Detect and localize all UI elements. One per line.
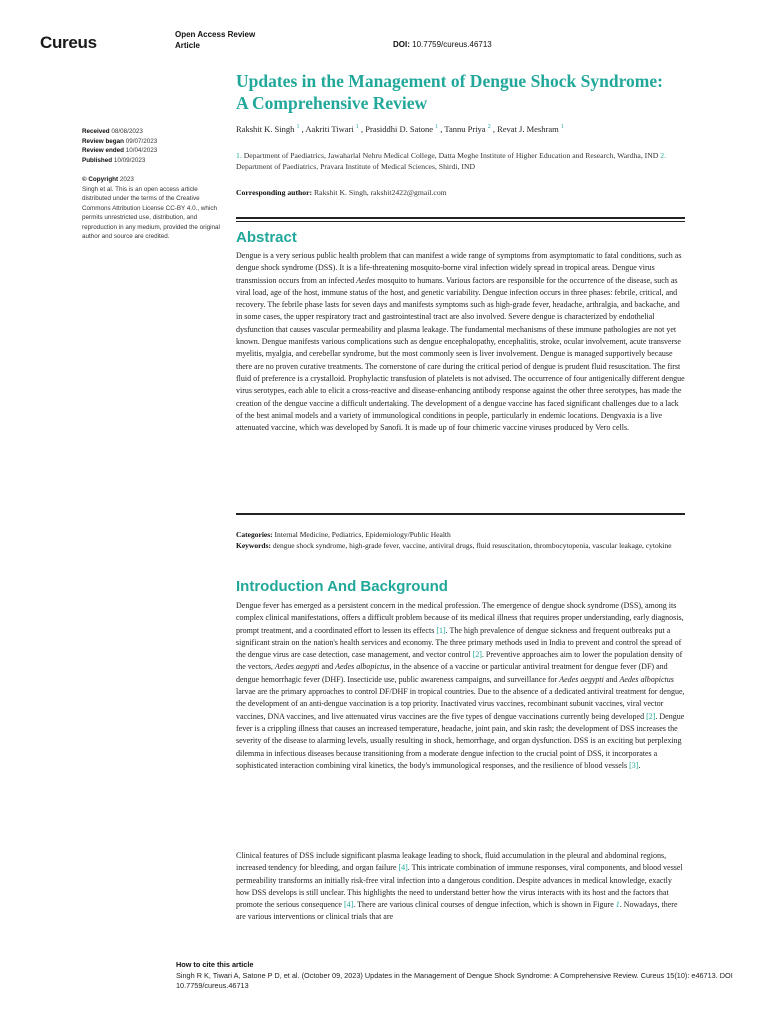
affil-number: 1. (236, 151, 242, 160)
published-label: Published (82, 156, 113, 164)
intro-text: , in the absence of a vaccine or particular antiviral treatment for dengue fever (DF) and dengue hemorrhagic fever (DHF). Insecticide use, public awareness campaigns, and surveillance for (236, 662, 668, 684)
intro-text: Dengue fever has emerged as a persistent concern in the medical profession. The emergence of dengue shock syndrome (DSS), among its complex clinical manifestations, offers a difficult problem because of its medical illness that requires proper understanding, early diagnosis, prompt treatment, and a coordinated effort to lessen its effects (236, 601, 684, 635)
how-to-cite (176, 960, 736, 992)
began-label: Review began (82, 137, 124, 145)
copyright-block (82, 175, 222, 242)
affil-text: Department of Paediatrics, Pravara Institute of Medical Sciences, Shirdi, IND (236, 162, 476, 171)
author-name[interactable]: Aakriti Tiwari (305, 123, 354, 134)
figure-link[interactable]: 1 (615, 900, 620, 910)
corr-label: Corresponding author: (236, 188, 313, 197)
keywords-text: dengue shock syndrome, high-grade fever, vaccine, antiviral drugs, fluid resuscitation, thrombocytopenia, vascular leakage, cytokine (272, 541, 672, 550)
abstract-text-part: mosquito to humans. Various factors are responsible for the occurrence of the disease, such as viral load, age of the host, immune status of the host, and genetic variability. Dengue infection occurs in three phases: febrile, critical, and recovery. The febrile phase lasts for seven days and manifests symptoms such as high-grade fever, headache, arthralgia, and backache, and in some cases, the upper respiratory tract and gastrointestinal tract are also involved. Severe dengue is characterized by endothelial dysfunction that causes vascular permeability and plasma leakage. The fundamental mechanisms of these immune pathologies are not yet known. Dengue manifests various complications such as dengue encephalopathy, encephalitis, stroke, ocular involvement, acute transverse myelitis, myalgia, and cerebellar syndrome, but the most commonly seen is liver involvement. Dengue is managed supportively because there are no proven curative treatments. The cornerstone of care during the critical period of dengue is prudent fluid resuscitation. The first fluid of preference is a crystalloid. Prophylactic transfusion of platelets is not advised. The occurrence of four antigenically different dengue virus serotypes, each able to elicit a cross-reactive and disease-enhancing antibody response against the other three serotypes, has made the creation of the dengue vaccine a difficult undertaking. The development of a dengue vaccine has faced significant challenges due to a lack of the best animal models and a variety of immunological conditions in people, particularly in endemic locations. Dengvaxia is a live attenuated vaccine, which was developed by Sanofi. It is made up of four chimeric vaccine viruses produced by Vero cells. (236, 275, 685, 433)
published-date: 10/09/2023 (113, 156, 146, 164)
intro-text: . Preventive approaches aim to lower the population density of the vectors, (236, 650, 683, 672)
license-text: Singh et al. This is an open access article distributed under the terms of the Creative Commons Attribution License CC-BY 4.0., which permits unrestricted use, distribution, and reproduction in any medium, provided the original author and source are credited. (82, 185, 220, 240)
citation-text: Singh R K, Tiwari A, Satone P D, et al. (October 09, 2023) Updates in the Management of Dengue Shock Syndrome: A Comprehensive Review. Cureus 15(10): e46713. DOI 10.7759/cureus.46713 (176, 970, 733, 990)
citation-link[interactable]: [1] (436, 625, 446, 635)
affil-number: 2. (660, 151, 667, 160)
abstract-text-part: Dengue is a very serious public health problem that can manifest a wide range of symptoms from asymptomatic to fatal conditions, such as dengue shock syndrome (DSS). It is a life-threatening mosquito-borne viral infection widely spread in tropical areas. Dengue virus transmission occurs from an infected (236, 251, 682, 285)
keywords (236, 541, 685, 552)
copyright-label: © Copyright (82, 176, 119, 183)
intro-text: . (638, 760, 641, 770)
copyright-year: 2023 (119, 176, 134, 183)
review-dates (82, 127, 222, 165)
affiliations (236, 150, 686, 172)
author-name[interactable]: Rakshit K. Singh (236, 123, 295, 134)
received-label: Received (82, 128, 110, 135)
citation-link[interactable]: [4] (343, 900, 354, 910)
abstract-text (236, 250, 685, 434)
abstract-bottom-rule (236, 513, 685, 515)
author-name[interactable]: Tannu Priya (444, 123, 486, 134)
intro-text: . Dengue fever is a crippling illness that causes an increased temperature, headache, joint pain, and skin rash; the development of DSS increases the severity of the disease to alarming levels, usually resulting in shock, hemorrhage, and organ dysfunction. DSS is an exciting but perplexing dilemma in infectious diseases because transitioning from a moderate dengue infection to the crucial point of DSS, it incorporates a sophisticated interaction combining viral kinetics, the body's immunological responses, and the resilience of blood vessels (236, 711, 685, 770)
intro-text: . The high prevalence of dengue sickness and frequent outbreaks put a significant strain on the nation's health services and economy. The three primary methods used in India to prevent and control the spread of the dengue virus are case detection, case management, and vector control (236, 625, 682, 660)
species-name: Aedes (356, 275, 376, 285)
citation-link[interactable]: [2] (646, 711, 656, 721)
article-title: Updates in the Management of Dengue Shock Syndrome: A Comprehensive Review (236, 71, 663, 113)
corresponding-author (236, 188, 686, 197)
author-list: Rakshit K. Singh $^1$ , Aakriti Tiwari $^1$ , Prasiddhi D. Satone $^1$ , Tannu Priya $^2$ , Revat J. Meshram $^1$ (236, 123, 564, 134)
citation-link[interactable]: [3] (629, 760, 639, 770)
intro-text: . There are various clinical courses of dengue infection, which is shown in Figure (353, 900, 616, 910)
categories-label: Categories: (236, 530, 273, 539)
author-affil: 1 (355, 124, 359, 130)
abstract-heading: Abstract (236, 229, 297, 246)
journal-logo: Cureus (40, 33, 97, 52)
ended-date: 10/04/2023 (125, 147, 158, 154)
author-affil: 2 (487, 124, 491, 130)
intro-paragraph-2 (236, 850, 685, 924)
abstract-top-rule-thin (236, 221, 685, 222)
affil-text: Department of Paediatrics, Jawaharlal Nehru Medical College, Datta Meghe Institute of Higher Education and Research, Wardha, IND (243, 151, 659, 160)
author-name[interactable]: Prasiddhi D. Satone (365, 123, 434, 134)
doi-label: DOI: (393, 40, 410, 49)
author-affil: 1 (296, 124, 300, 130)
received-date: 08/08/2023 (111, 128, 143, 135)
categories-text: Internal Medicine, Pediatrics, Epidemiology/Public Health (274, 530, 451, 539)
intro-text: Clinical features of DSS include significant plasma leakage leading to shock, fluid accumulation in the pleural and abdominal regions, increased tendency for bleeding, and organ failure (236, 851, 667, 873)
author-affil: 1 (435, 124, 439, 130)
ended-label: Review ended (82, 147, 124, 154)
species-name: Aedes aegypti (274, 662, 320, 672)
intro-text: and (603, 674, 620, 684)
species-name: Aedes albopictus (335, 662, 390, 672)
species-name: Aedes albopictus (619, 674, 674, 684)
intro-text: . This intricate combination of immune responses, viral components, and blood vessel permeability transforms an initially risk-free viral infection into a dangerous condition. Despite advances in medical knowledge, exactly how DSS develops is still unclear. This highlights the need to understand better how the virus interacts with its host and the factors that promote the serious consequence (236, 863, 683, 910)
article-type-line2: Article (175, 41, 200, 50)
intro-paragraph-1 (236, 600, 685, 772)
intro-text: . Nowadays, there are various interventions or clinical trials that are (236, 900, 678, 922)
species-name: Aedes aegypti (559, 674, 604, 684)
abstract-top-rule (236, 217, 685, 219)
keywords-label: Keywords: (236, 541, 271, 550)
author-name[interactable]: Revat J. Meshram (497, 123, 559, 134)
article-type-line1: Open Access Review (175, 30, 256, 39)
began-date: 09/07/2023 (125, 137, 158, 145)
doi (393, 40, 492, 49)
intro-heading: Introduction And Background (236, 578, 448, 595)
corr-text: Rakshit K. Singh, rakshit2422@gmail.com (314, 188, 447, 197)
article-type (175, 29, 255, 51)
doi-link[interactable]: 10.7759/cureus.46713 (412, 40, 492, 49)
author-affil: 1 (560, 124, 564, 130)
citation-link[interactable]: [2] (472, 650, 482, 660)
intro-text: and (319, 662, 336, 672)
citation-link[interactable]: [4] (398, 863, 408, 873)
categories (236, 530, 685, 541)
how-to-cite-heading: How to cite this article (176, 960, 254, 969)
intro-text: larvae are the primary approaches to control DF/DHF in tropical countries. Due to the absence of a dedicated antiviral treatment for dengue, the development of an anti-dengue vaccination is a top priority. Inactivated virus vaccines, recombinant subunit vaccines, viral vector vaccines, DNA vaccines, and live attenuated virus vaccines are the five types of dengue vaccinations currently being developed (236, 687, 685, 721)
